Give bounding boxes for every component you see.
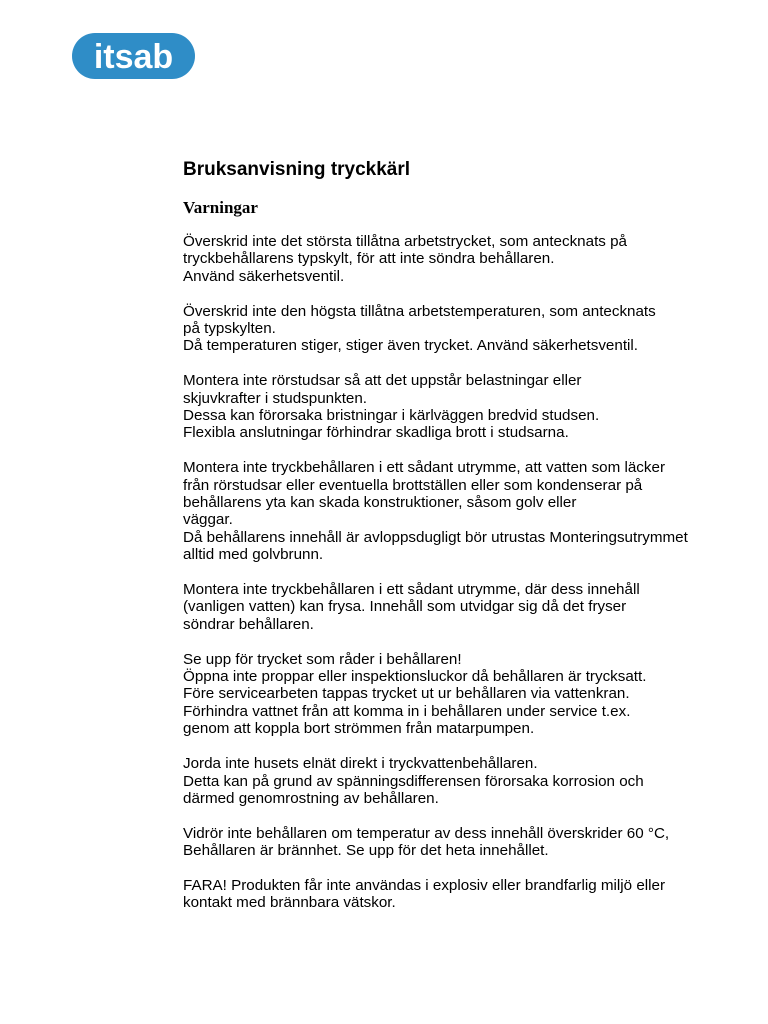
paragraph-line: Flexibla anslutningar förhindrar skadliga brott i studsarna.: [183, 424, 569, 442]
paragraph-line: Öppna inte proppar eller inspektionsluckor då behållaren är trycksatt.: [183, 668, 647, 686]
warning-list: [183, 233, 743, 912]
document-body: [183, 158, 743, 929]
logo-text: itsab: [93, 38, 174, 76]
paragraph-line: alltid med golvbrunn.: [183, 546, 324, 564]
paragraph-line: Montera inte rörstudsar så att det uppstår belastningar eller: [183, 372, 582, 390]
paragraph-line: Använd säkerhetsventil.: [183, 267, 345, 285]
paragraph-line: Montera inte tryckbehållaren i ett sådant utrymme, där dess innehåll: [183, 581, 640, 599]
paragraph-line: Överskrid inte den högsta tillåtna arbetstemperaturen, som antecknats: [183, 302, 656, 320]
document-title: Bruksanvisning tryckkärl: [183, 159, 411, 180]
paragraph-line: Överskrid inte det största tillåtna arbetstrycket, som antecknats på: [183, 233, 628, 250]
warning-paragraph: [183, 233, 743, 285]
itsab-logo: [72, 33, 195, 79]
warning-paragraph: [183, 755, 743, 807]
paragraph-line: (vanligen vatten) kan frysa. Innehåll som utvidgar sig då det fryser: [183, 598, 627, 616]
section-heading-warnings: Varningar: [183, 198, 258, 217]
paragraph-line: väggar.: [183, 511, 233, 529]
paragraph-line: Förhindra vattnet från att komma in i behållaren under service t.ex.: [183, 702, 631, 720]
paragraph-line: behållarens yta kan skada konstruktioner, såsom golv eller: [183, 494, 577, 512]
paragraph-line: Se upp för trycket som råder i behållaren!: [183, 650, 462, 668]
paragraph-line: Vidrör inte behållaren om temperatur av dess innehåll överskrider 60 °C,: [183, 824, 670, 842]
paragraph-line: FARA! Produkten får inte användas i explosiv eller brandfarlig miljö eller: [183, 876, 666, 894]
paragraph-line: Behållaren är brännhet. Se upp för det heta innehållet.: [183, 842, 549, 860]
paragraph-line: Dessa kan förorsaka bristningar i kärlväggen bredvid studsen.: [183, 407, 600, 425]
paragraph-line: Jorda inte husets elnät direkt i tryckvattenbehållaren.: [183, 755, 538, 773]
warning-paragraph: [183, 877, 743, 912]
paragraph-line: söndrar behållaren.: [183, 615, 314, 633]
paragraph-line: kontakt med brännbara vätskor.: [183, 894, 396, 912]
paragraph-line: Då behållarens innehåll är avloppsdugligt bör utrustas Monteringsutrymmet: [183, 528, 688, 546]
warning-paragraph: [183, 825, 743, 860]
paragraph-line: Före servicearbeten tappas trycket ut ur behållaren via vattenkran.: [183, 685, 630, 703]
paragraph-line: skjuvkrafter i studspunkten.: [183, 389, 368, 407]
paragraph-line: tryckbehållarens typskylt, för att inte söndra behållaren.: [183, 250, 555, 268]
paragraph-line: därmed genomrostning av behållaren.: [183, 789, 439, 807]
paragraph-line: på typskylten.: [183, 320, 276, 338]
paragraph-line: Montera inte tryckbehållaren i ett sådant utrymme, att vatten som läcker: [183, 459, 665, 477]
warning-paragraph: [183, 372, 743, 442]
warning-paragraph: [183, 581, 743, 633]
paragraph-line: från rörstudsar eller eventuella brottställen eller som kondenserar på: [183, 476, 643, 494]
paragraph-line: Detta kan på grund av spänningsdifferensen förorsaka korrosion och: [183, 772, 644, 790]
warning-paragraph: [183, 651, 743, 738]
paragraph-line: Då temperaturen stiger, stiger även trycket. Använd säkerhetsventil.: [183, 337, 639, 355]
warning-paragraph: [183, 303, 743, 355]
paragraph-line: genom att koppla bort strömmen från matarpumpen.: [183, 720, 535, 738]
warning-paragraph: [183, 459, 743, 563]
